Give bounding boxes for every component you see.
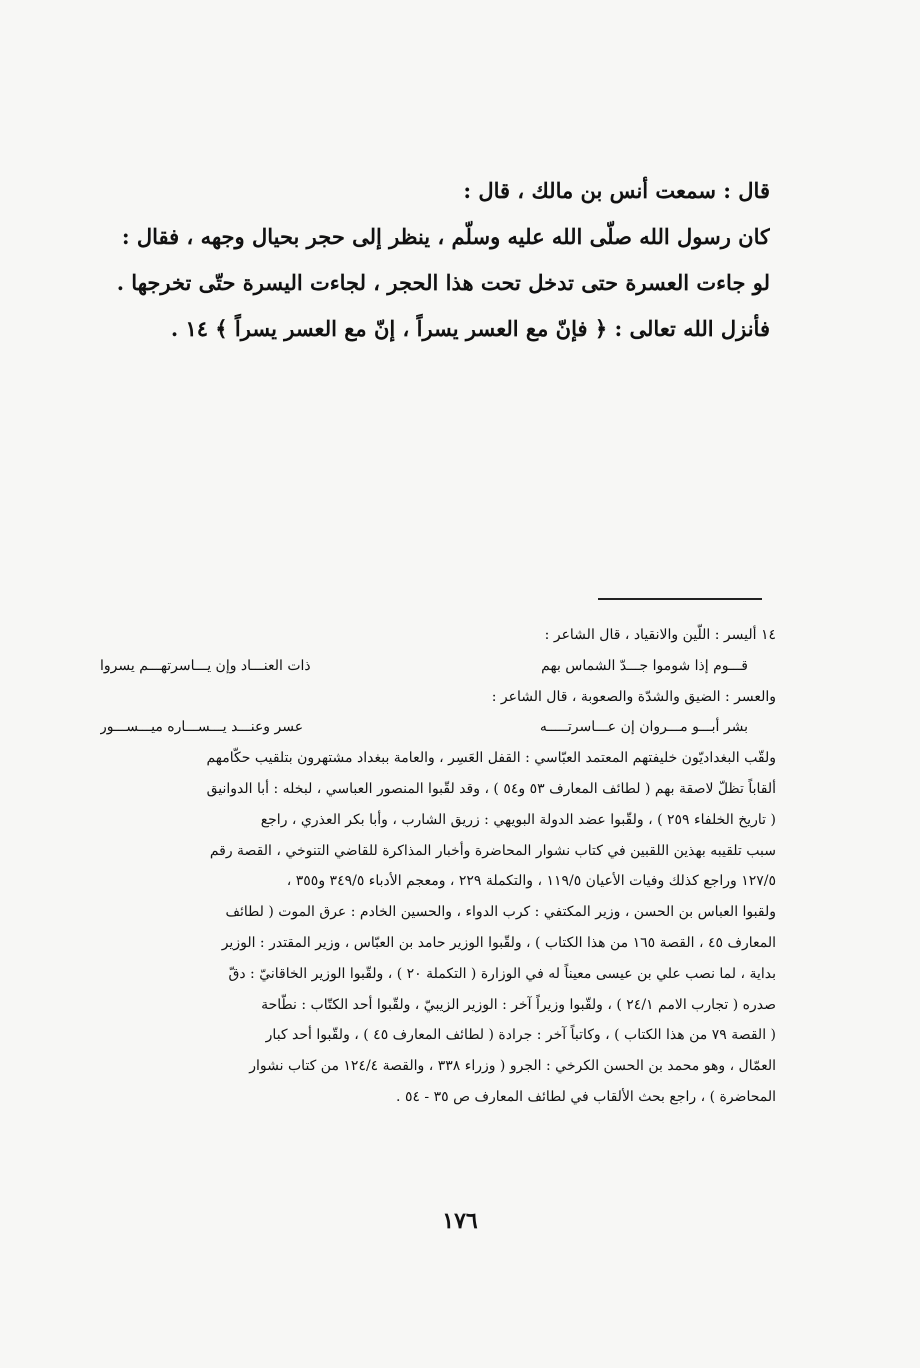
footnote-line: ( تاريخ الخلفاء ٢٥٩ ) ، ولقّبوا عضد الدولة البويهي : زريق الشارب ، وأبا بكر العذري ، راجع [260, 811, 776, 828]
verse-line [100, 651, 776, 682]
main-line: كان رسول الله صلّى الله عليه وسلّم ، ينظر إلى حجر بحيال وجهه ، فقال : [121, 224, 770, 249]
footnotes [100, 620, 776, 1113]
footnote-line: والعسر : الضيق والشدّة والصعوبة ، قال الشاعر : [491, 688, 776, 705]
footnote-line: صدره ( تجارب الامم ٢٤/١ ) ، ولقّبوا وزيراً آخر : الوزير الزيبيّ ، ولقّبوا أحد الكتّاب : نطّاحة [261, 996, 776, 1013]
footnote-separator [598, 598, 762, 600]
verse-hemistich: بشر أبـــو مـــروان إن عـــاسرتـــــه [539, 719, 748, 736]
footnote-line: ١٤ أليسر : اللّين والانقياد ، قال الشاعر : [544, 627, 776, 643]
main-line: لو جاءت العسرة حتى تدخل تحت هذا الحجر ، لجاءت اليسرة حتّى تخرجها . [116, 270, 770, 295]
footnote-line: بداية ، لما نصب علي بن عيسى معيناً له في الوزارة ( التكملة ٢٠ ) ، ولقّبوا الوزير الخاقانيّ : دقّ [228, 965, 776, 982]
verse-line [100, 712, 776, 743]
main-text [100, 168, 770, 352]
footnote-line: المعارف ٤٥ ، القصة ١٦٥ من هذا الكتاب ) ، ولقّبوا الوزير حامد بن العبّاس ، وزير المقتدر : الوزير [221, 934, 776, 951]
main-line: قال : سمعت أنس بن مالك ، قال : [463, 178, 770, 203]
verse-hemistich: عسر وعنـــد يـــســـاره ميـــســـور [100, 719, 304, 736]
footnote-line: ( القصة ٧٩ من هذا الكتاب ) ، وكاتباً آخر : جرادة ( لطائف المعارف ٤٥ ) ، ولقّبوا أحد كبار [265, 1027, 776, 1044]
footnote-line: ولقبوا العباس بن الحسن ، وزير المكتفي : كرب الدواء ، والحسين الخادم : عرق الموت ( لطائف [225, 904, 776, 921]
footnote-line: ١٢٧/٥ وراجع كذلك وفيات الأعيان ١١٩/٥ ، والتكملة ٢٢٩ ، ومعجم الأدباء ٣٤٩/٥ و٣٥٥ ، [286, 873, 776, 890]
footnote-line: ألقاباً تظلّ لاصقة بهم ( لطائف المعارف ٥٣ و٥٤ ) ، وقد لقّبوا المنصور العباسي ، لبخله : أبا الدوانيق [206, 780, 776, 797]
footnote-line: العمّال ، وهو محمد بن الحسن الكرخي : الجرو ( وزراء ٣٣٨ ، والقصة ١٢٤/٤ من كتاب نشوار [249, 1058, 776, 1075]
main-line: فأنزل الله تعالى : ﴿ فإنّ مع العسر يسراً ، إنّ مع العسر يسراً ﴾ ١٤ . [170, 316, 770, 341]
verse-hemistich: ذات العنـــاد وإن يـــاسرتهـــم يسروا [100, 657, 311, 674]
page-number: ١٧٦ [442, 1208, 478, 1234]
verse-hemistich: قـــوم إذا شوموا جـــدّ الشماس بهم [541, 657, 748, 674]
footnote-line: المحاضرة ) ، راجع بحث الألقاب في لطائف المعارف ص ٣٥ - ٥٤ . [396, 1088, 776, 1105]
footnote-line: ولقّب البغداديّون خليفتهم المعتمد العبّاسي : القفل العَسِر ، والعامة ببغداد مشتهرون بتلقيب حكّامهم [206, 750, 776, 767]
footnote-line: سبب تلقيبه بهذين اللقبين في كتاب نشوار المحاضرة وأخبار المذاكرة للقاضي التنوخي ، القصة رقم [209, 842, 776, 859]
